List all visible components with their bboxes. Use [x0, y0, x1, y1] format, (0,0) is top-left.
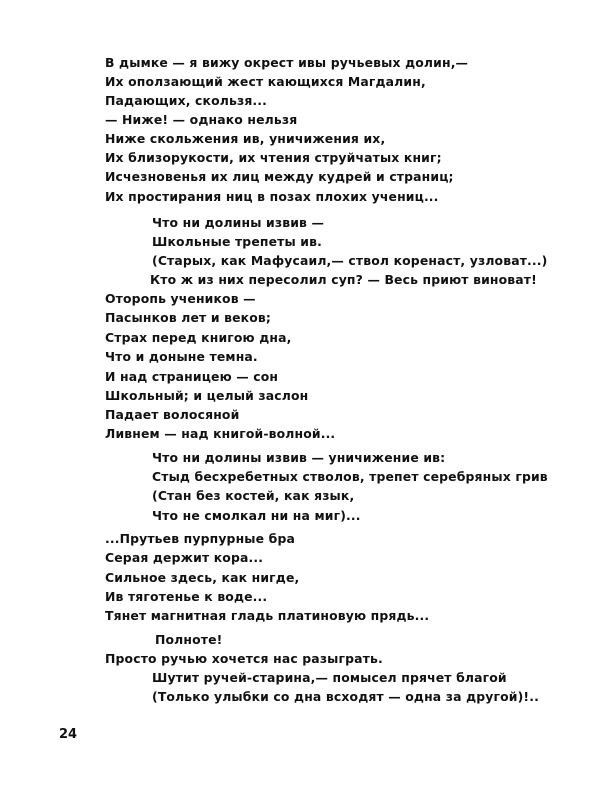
poem-line: Ив тяготенье к воде... [105, 589, 268, 604]
poem-line: — Ниже! — однако нельзя [105, 112, 298, 127]
poem-line: Пасынков лет и веков; [105, 310, 272, 325]
poem-line: Ливнем — над книгой-волной... [105, 426, 336, 441]
poem-line: И над страницею — сон [105, 369, 279, 384]
poem-line: Сильное здесь, как нигде, [105, 570, 300, 585]
poem-line-indented: Полноте! [155, 632, 223, 647]
page-number: 24 [59, 727, 78, 742]
poem-line: Ниже скольжения ив, уничижения их, [105, 131, 386, 146]
poem-line: Серая держит кора... [105, 550, 264, 565]
poem-line-indented: Что не смолкал ни на миг)... [152, 508, 361, 523]
poem-line: Их оползающий жест кающихся Магдалин, [105, 74, 426, 89]
poem-line: ...Прутьев пурпурные бра [105, 531, 295, 546]
poem-line-indented: (Только улыбки со дна всходят — одна за другой)!.. [152, 689, 539, 704]
poem-line: Их простирания ниц в позах плохих учениц... [105, 189, 439, 204]
poem-line: Что и доныне темна. [105, 349, 258, 364]
poem-line-indented: (Старых, как Мафусаил,— ствол коренаст, узловат...) [152, 253, 548, 268]
poem-line: Страх перед книгою дна, [105, 330, 292, 345]
poem-line-indented: Стыд бесхребетных стволов, трепет серебряных грив [152, 469, 548, 484]
poem-line: В дымке — я вижу окрест ивы ручьевых долин,— [105, 55, 469, 70]
poem-line: Исчезновенья их лиц между кудрей и страниц; [105, 169, 454, 184]
poem-line: Оторопь учеников — [105, 291, 256, 306]
poem-line: Тянет магнитная гладь платиновую прядь... [105, 608, 430, 623]
poem-line: Падает волосяной [105, 407, 240, 422]
poem-line: Падающих, скользя... [105, 93, 267, 108]
poem-line-indented: Что ни долины извив — уничижение ив: [152, 450, 446, 465]
poem-line-indented: Что ни долины извив — [152, 215, 325, 230]
poem-line-indented: (Стан без костей, как язык, [152, 488, 355, 503]
poem-line-indented: Кто ж из них пересолил суп? — Весь приют виноват! [150, 272, 537, 287]
poem-line: Школьный; и целый заслон [105, 388, 309, 403]
poem-line: Просто ручью хочется нас разыграть. [105, 651, 383, 666]
poem-line: Их близорукости, их чтения струйчатых книг; [105, 150, 442, 165]
poem-line-indented: Школьные трепеты ив. [152, 234, 322, 249]
poem-line-indented: Шутит ручей-старина,— помысел прячет благой [152, 670, 507, 685]
